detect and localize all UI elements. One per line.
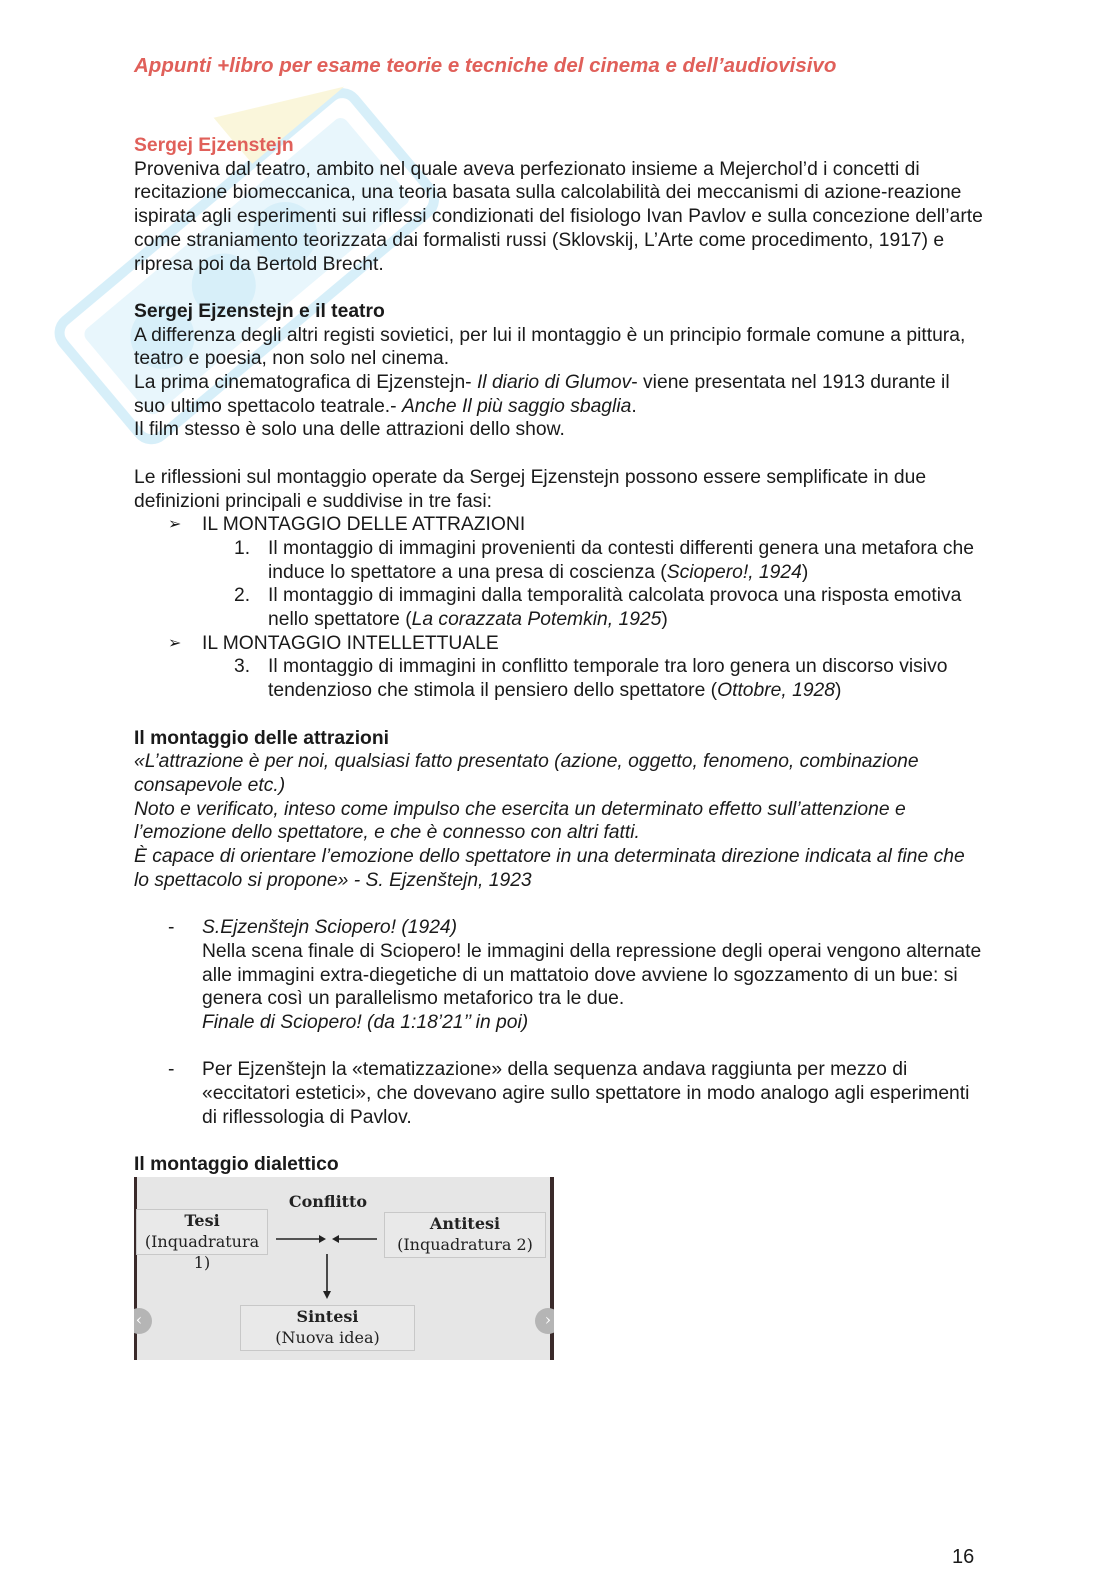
antithesis-box: Antitesi (Inquadratura 2) <box>384 1212 546 1258</box>
page-number: 16 <box>952 1546 975 1568</box>
thesis-box: Tesi (Inquadratura 1) <box>136 1209 268 1255</box>
quote-line: È capace di orientare l’emozione dello spettatore in una determinata direzione indicata al fine che lo spettacolo si propone» - S. Ejzenštejn, 1923 <box>134 846 965 891</box>
paragraph-riflessioni-intro: Le riflessioni sul montaggio operate da Sergej Ejzenstejn possono essere semplificate in due definizioni principali e suddivise in tre fasi: <box>134 466 927 512</box>
synthesis-box: Sintesi (Nuova idea) <box>240 1305 415 1351</box>
prev-arrow-icon[interactable]: ‹ <box>134 1308 152 1334</box>
conflict-label: Conflitto <box>288 1191 368 1211</box>
list-item: 3. Il montaggio di immagini in conflitto temporale tra loro genera un discorso visivo tendenzioso che stimola il pensiero dello spettatore (Ottobre, 1928) <box>234 656 948 702</box>
arrow-bullet-icon: ➢ <box>168 516 182 534</box>
video-link[interactable]: Finale di Sciopero! (da 1:18’21’’ in poi) <box>202 1011 529 1033</box>
quote-line: Noto e verificato, inteso come impulso che esercita un determinato effetto sull’attenzione e l’emozione dello spettatore, e che è connesso con altri fatti. <box>134 798 906 844</box>
paragraph-montaggio-principio: A differenza degli altri registi sovietici, per lui il montaggio è un principio formale comune a pittura, teatro e poesia, non solo nel cinema. <box>134 324 966 370</box>
paragraph-film-attrazione: Il film stesso è solo una delle attrazioni dello show. <box>134 419 565 441</box>
section-title-teatro: Sergej Ejzenstejn e il teatro <box>134 300 385 322</box>
section-title-ejzenstejn: Sergej Ejzenstejn <box>134 135 294 156</box>
section-title-attrazioni: Il montaggio delle attrazioni <box>134 727 389 749</box>
paragraph-biography: Proveniva dal teatro, ambito nel quale aveva perfezionato insieme a Mejerchol’d i concetti di recitazione biomeccanica, una teoria basata sulla calcolabilità dei meccanismi di azione-reazione ispirata agli esperimenti sui riflessi condizionati del fisiologo Ivan Pavlov e sulla concezione dell’arte come straniamento teorizzata dai formalisti russi (Sklovskij, L’Arte come procedimento, 1917) e ripresa poi da Bertold Brecht. <box>134 158 983 275</box>
arrow-bullet-icon: ➢ <box>168 634 182 652</box>
list-item: ➢ IL MONTAGGIO DELLE ATTRAZIONI <box>168 514 526 536</box>
list-item: 1. Il montaggio di immagini provenienti da contesti differenti genera una metafora che induce lo spettatore a una presa di coscienza (Sciopero!, 1924) <box>234 537 974 583</box>
film-title: S.Ejzenštejn Sciopero! (1924) <box>202 917 458 939</box>
document-page <box>134 52 984 1360</box>
list-item: - S.Ejzenštejn Sciopero! (1924) Nella scena finale di Sciopero! le immagini della repressione degli operai vengono alternate alle immagini extra-diegetiche di un mattatoio dove avviene lo sgozzamento di un bue: si genera così un parallelismo metaforico tra le due. Finale di Sciopero! (da 1:18’21’’ in poi) <box>168 917 982 1033</box>
section-title-dialettico: Il montaggio dialettico <box>134 1154 339 1176</box>
montage-diagram <box>134 1177 554 1360</box>
quote-line: «L’attrazione è per noi, qualsiasi fatto presentato (azione, oggetto, fenomeno, combinazione consapevole etc.) <box>134 751 919 796</box>
paragraph-prima-cinematografica: La prima cinematografica di Ejzenstejn- Il diario di Glumov- viene presentata nel 1913 durante il suo ultimo spettacolo teatrale.- Anche Il più saggio sbaglia. <box>134 372 950 417</box>
list-item: ➢ IL MONTAGGIO INTELLETTUALE <box>168 632 499 654</box>
document-header: Appunti +libro per esame teorie e tecniche del cinema e dell’audiovisivo <box>134 54 837 77</box>
list-item: - Per Ejzenštejn la «tematizzazione» della sequenza andava raggiunta per mezzo di «eccitatori estetici», che dovevano agire sullo spettatore in modo analogo agli esperimenti di riflessologia di Pavlov. <box>168 1059 970 1128</box>
arrows-icon <box>269 1222 384 1302</box>
list-item: 2. Il montaggio di immagini dalla temporalità calcolata provoca una risposta emotiva nello spettatore (La corazzata Potemkin, 1925) <box>234 585 962 631</box>
next-arrow-icon[interactable]: › <box>535 1308 554 1334</box>
